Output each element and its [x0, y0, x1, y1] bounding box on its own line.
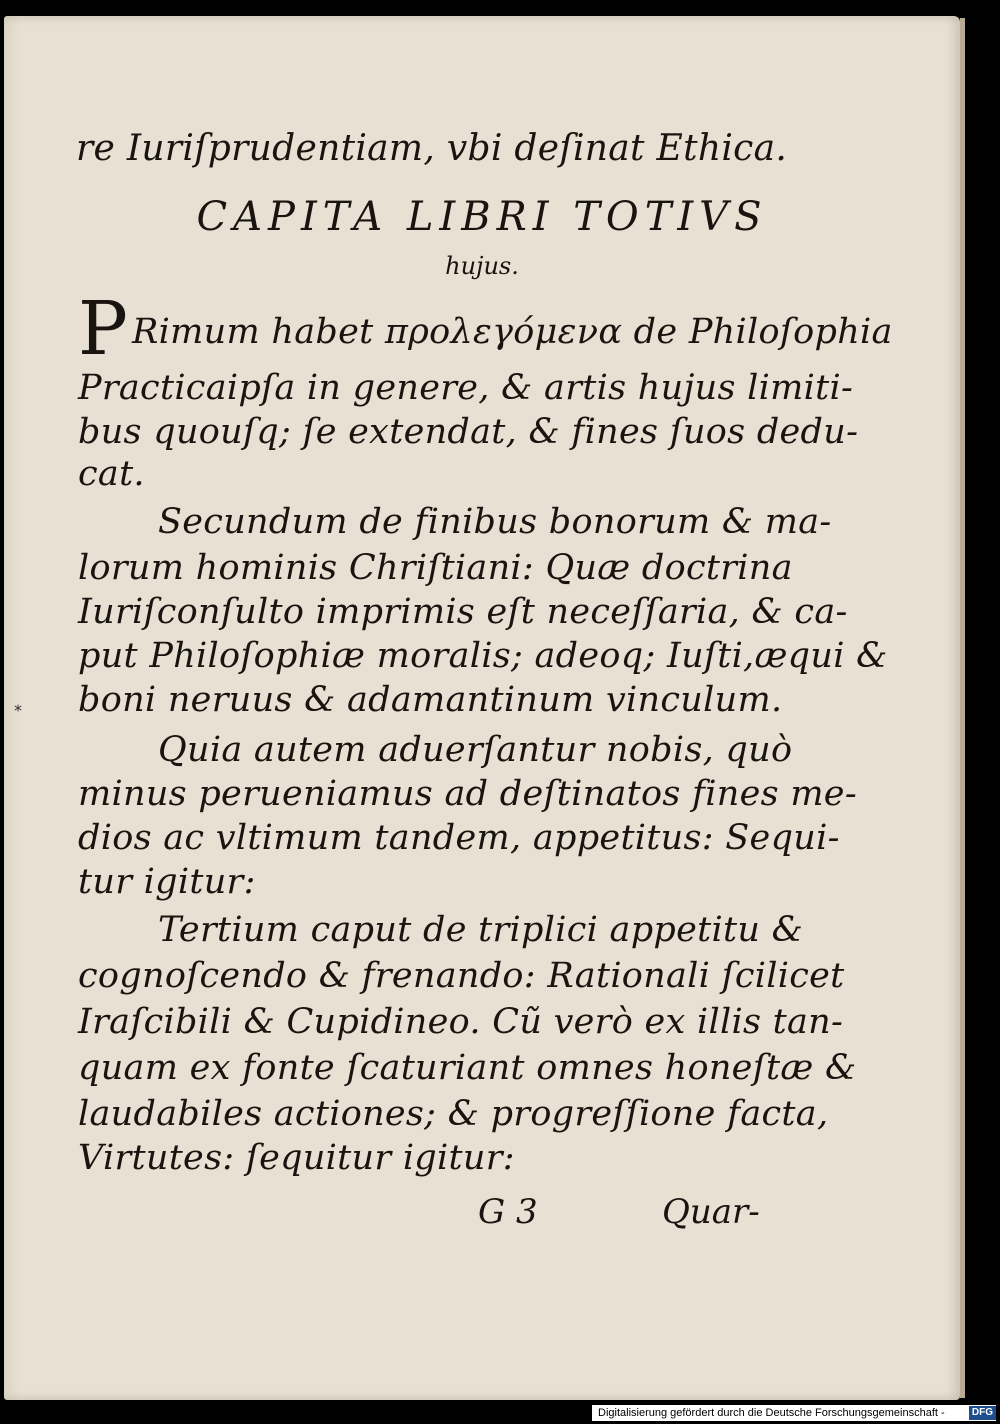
paragraph2-line: boni neruus & adamantinum vinculum.	[78, 680, 783, 720]
signature-mark: G 3	[478, 1192, 538, 1232]
paragraph4-line: Iraſcibili & Cupidineo. Cũ verò ex illis tan-	[78, 1002, 844, 1042]
paragraph4-line: Virtutes: ſequitur igitur:	[78, 1138, 515, 1178]
page-edge	[960, 18, 965, 1398]
paragraph4-line: laudabiles actiones; & progreſſione facta,	[78, 1094, 829, 1134]
dfg-logo-badge: DFG	[969, 1406, 996, 1420]
book-page	[4, 16, 960, 1400]
catchword: Quar-	[662, 1192, 760, 1232]
chapter-subheading: hujus.	[445, 252, 519, 280]
paragraph1-line: cat.	[78, 454, 145, 494]
margin-mark: ⁎	[14, 698, 22, 715]
drop-cap: P	[78, 286, 128, 372]
paragraph4-line: cognoſcendo & frenando: Rationali ſcilicet	[78, 956, 845, 996]
paragraph4-line: Tertium caput de triplici appetitu &	[158, 910, 804, 950]
chapter-heading: CAPITA LIBRI TOTIVS	[196, 194, 768, 240]
paragraph3-line: dios ac vltimum tandem, appetitus: Sequi-	[78, 818, 840, 858]
paragraph4-line: quam ex fonte ſcaturiant omnes honeſtæ &	[78, 1048, 857, 1088]
paragraph3-line: tur igitur:	[78, 862, 256, 902]
top-line: re Iuriſprudentiam, vbi deſinat Ethica.	[76, 128, 788, 169]
paragraph1-line: Practicaipſa in genere, & artis hujus limiti-	[78, 368, 854, 408]
paragraph2-line: put Philoſophiæ moralis; adeoq; Iuſti,æqui &	[78, 636, 888, 676]
paragraph3-line: Quia autem aduerſantur nobis, quò	[158, 730, 793, 770]
paragraph2-line: Iuriſconſulto imprimis eſt neceſſaria, & ca-	[78, 592, 848, 632]
paragraph1-line: bus quouſq; ſe extendat, & fines ſuos dedu-	[78, 412, 859, 452]
paragraph2-line: lorum hominis Chriſtiani: Quæ doctrina	[78, 548, 793, 588]
paragraph3-line: minus perueniamus ad deſtinatos fines me-	[78, 774, 857, 814]
footer-credit: Digitalisierung gefördert durch die Deutsche Forschungsgemeinschaft -	[592, 1405, 996, 1421]
paragraph2-line: Secundum de finibus bonorum & ma-	[158, 502, 832, 542]
paragraph1-line: Rimum habet προλεγόμενα de Philoſophia	[132, 312, 893, 352]
